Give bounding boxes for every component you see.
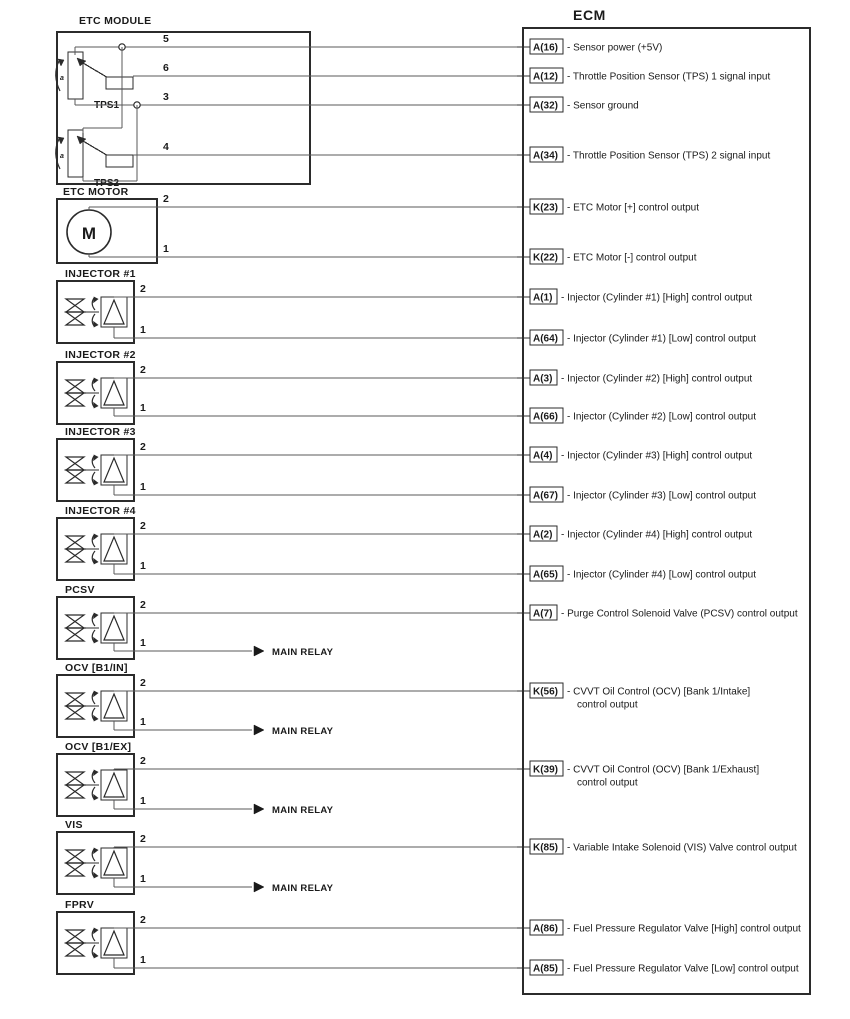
angle-symbol: a xyxy=(60,75,64,82)
pin-description: - Sensor power (+5V) xyxy=(567,42,663,54)
pin-number: 2 xyxy=(140,833,146,845)
pin-code: A(67) xyxy=(533,490,559,502)
pin-code: A(1) xyxy=(533,292,553,304)
pin-number: 2 xyxy=(140,520,146,532)
component-injector-1[interactable] xyxy=(57,268,517,343)
component-etc-motor[interactable] xyxy=(57,186,517,263)
pin-code: K(56) xyxy=(533,686,559,698)
pin-number: 1 xyxy=(140,795,146,807)
pin-code: A(66) xyxy=(533,411,559,423)
pin-code: A(64) xyxy=(533,333,559,345)
pin-number: 1 xyxy=(140,637,146,649)
pin-code: A(12) xyxy=(533,71,559,83)
pin-number: 2 xyxy=(140,914,146,926)
pin-number: 1 xyxy=(140,954,146,966)
component-pcsv[interactable] xyxy=(57,584,517,659)
angle-symbol: a xyxy=(60,153,64,160)
pin-description: control output xyxy=(577,699,638,711)
pin-description: - Fuel Pressure Regulator Valve [High] control output xyxy=(567,923,801,935)
component-ocv-b1-ex[interactable] xyxy=(57,741,517,816)
pin-description: - Throttle Position Sensor (TPS) 1 signal input xyxy=(567,71,771,83)
pin-description: - CVVT Oil Control (OCV) [Bank 1/Intake] xyxy=(567,686,751,698)
pin-number: 2 xyxy=(140,599,146,611)
ecm-title: ECM xyxy=(573,7,606,23)
pin-description: - Injector (Cylinder #2) [High] control output xyxy=(561,373,753,385)
component-title: INJECTOR #1 xyxy=(65,268,136,280)
pin-code: A(85) xyxy=(533,963,559,975)
pin-number: 1 xyxy=(163,243,169,255)
pin-description: - ETC Motor [+] control output xyxy=(567,202,699,214)
pin-number: 1 xyxy=(140,873,146,885)
pin-code: A(7) xyxy=(533,608,553,620)
pin-number: 1 xyxy=(140,324,146,336)
pin-description: - Purge Control Solenoid Valve (PCSV) control output xyxy=(561,608,798,620)
pin-code: K(39) xyxy=(533,764,559,776)
pin-description: control output xyxy=(577,777,638,789)
pin-code: A(86) xyxy=(533,923,559,935)
pin-description: - CVVT Oil Control (OCV) [Bank 1/Exhaust] xyxy=(567,764,760,776)
pin-description: - Injector (Cylinder #4) [Low] control output xyxy=(567,569,756,581)
pin-number: 6 xyxy=(163,62,169,74)
pin-description: - ETC Motor [-] control output xyxy=(567,252,697,264)
pin-number: 5 xyxy=(163,33,169,45)
pin-description: - Injector (Cylinder #1) [Low] control output xyxy=(567,333,756,345)
component-title: ETC MOTOR xyxy=(63,186,129,198)
pin-code: A(65) xyxy=(533,569,559,581)
pin-description: - Sensor ground xyxy=(567,100,639,112)
pin-code: A(34) xyxy=(533,150,559,162)
pin-number: 2 xyxy=(163,193,169,205)
component-vis[interactable] xyxy=(57,819,517,894)
component-title: INJECTOR #3 xyxy=(65,426,136,438)
pin-code: A(32) xyxy=(533,100,559,112)
component-title: PCSV xyxy=(65,584,95,596)
pin-number: 3 xyxy=(163,91,169,103)
pin-number: 1 xyxy=(140,560,146,572)
pin-code: A(16) xyxy=(533,42,559,54)
pin-description: - Injector (Cylinder #2) [Low] control output xyxy=(567,411,756,423)
pin-code: K(85) xyxy=(533,842,559,854)
pin-number: 1 xyxy=(140,716,146,728)
component-fprv[interactable] xyxy=(57,899,517,974)
main-relay-label: MAIN RELAY xyxy=(272,883,334,894)
component-injector-2[interactable] xyxy=(57,349,517,424)
component-title: FPRV xyxy=(65,899,95,911)
pin-description: - Injector (Cylinder #4) [High] control output xyxy=(561,529,753,541)
pin-description: - Injector (Cylinder #1) [High] control output xyxy=(561,292,753,304)
component-ocv-b1-in[interactable] xyxy=(57,662,517,737)
component-title: OCV [B1/EX] xyxy=(65,741,132,753)
component-title: OCV [B1/IN] xyxy=(65,662,128,674)
pin-code: K(23) xyxy=(533,202,559,214)
pin-number: 2 xyxy=(140,441,146,453)
pin-number: 2 xyxy=(140,364,146,376)
component-title: INJECTOR #4 xyxy=(65,505,136,517)
pin-description: - Throttle Position Sensor (TPS) 2 signal input xyxy=(567,150,771,162)
tps-label: TPS1 xyxy=(94,100,120,111)
main-relay-label: MAIN RELAY xyxy=(272,805,334,816)
pin-number: 4 xyxy=(163,141,169,153)
pin-number: 1 xyxy=(140,481,146,493)
pin-number: 2 xyxy=(140,677,146,689)
tps-label: TPS2 xyxy=(94,178,120,189)
pin-number: 2 xyxy=(140,283,146,295)
pin-code: A(3) xyxy=(533,373,553,385)
component-title: VIS xyxy=(65,819,83,831)
pin-description: - Fuel Pressure Regulator Valve [Low] control output xyxy=(567,963,799,975)
component-injector-4[interactable] xyxy=(57,505,517,580)
pin-description: - Variable Intake Solenoid (VIS) Valve control output xyxy=(567,842,797,854)
component-title: INJECTOR #2 xyxy=(65,349,136,361)
main-relay-label: MAIN RELAY xyxy=(272,726,334,737)
pin-code: A(4) xyxy=(533,450,553,462)
pin-code: A(2) xyxy=(533,529,553,541)
pin-number: 1 xyxy=(140,402,146,414)
pin-number: 2 xyxy=(140,755,146,767)
component-etc-module[interactable] xyxy=(56,15,517,189)
component-injector-3[interactable] xyxy=(57,426,517,501)
motor-symbol: M xyxy=(81,224,97,243)
pin-description: - Injector (Cylinder #3) [High] control output xyxy=(561,450,753,462)
main-relay-label: MAIN RELAY xyxy=(272,647,334,658)
pin-code: K(22) xyxy=(533,252,559,264)
pin-description: - Injector (Cylinder #3) [Low] control output xyxy=(567,490,756,502)
component-title: ETC MODULE xyxy=(79,15,152,27)
